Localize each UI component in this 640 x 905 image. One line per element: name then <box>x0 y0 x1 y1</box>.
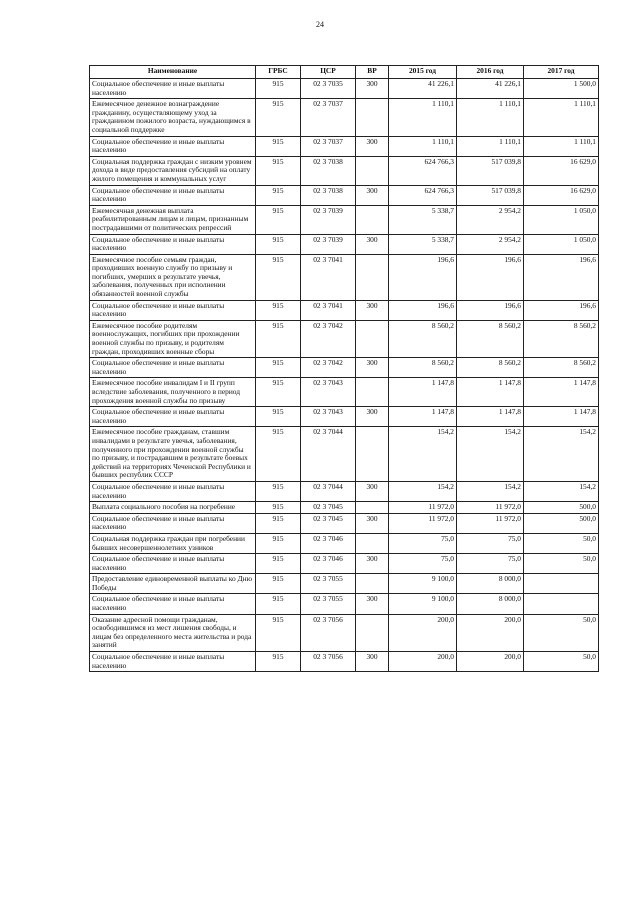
cell-grbs: 915 <box>256 502 301 514</box>
cell-vr <box>356 254 389 300</box>
cell-2016: 2 954,2 <box>457 234 524 254</box>
cell-2017: 500,0 <box>524 513 599 533</box>
table-row <box>90 378 599 407</box>
cell-2016: 11 972,0 <box>457 502 524 514</box>
cell-csr: 02 3 7055 <box>301 594 356 614</box>
cell-grbs: 915 <box>256 300 301 320</box>
cell-2015: 75,0 <box>389 554 457 574</box>
table-row <box>90 652 599 672</box>
table-row <box>90 358 599 378</box>
cell-vr: 300 <box>356 185 389 205</box>
cell-name: Социальное обеспечение и иные выплаты населению <box>90 234 256 254</box>
cell-name: Социальное обеспечение и иные выплаты населению <box>90 407 256 427</box>
cell-2017: 1 050,0 <box>524 205 599 234</box>
cell-vr: 300 <box>356 79 389 99</box>
cell-2015: 11 972,0 <box>389 502 457 514</box>
cell-vr: 300 <box>356 594 389 614</box>
cell-2015: 196,6 <box>389 300 457 320</box>
cell-2015: 200,0 <box>389 652 457 672</box>
cell-name: Оказание адресной помощи гражданам, освободившимся из мест лишения свободы, и лицам без определенного места жительства и рода занятий <box>90 614 256 651</box>
cell-name: Социальное обеспечение и иные выплаты населению <box>90 481 256 501</box>
cell-csr: 02 3 7045 <box>301 513 356 533</box>
cell-2017 <box>524 574 599 594</box>
table-row <box>90 99 599 136</box>
cell-name: Социальная поддержка граждан при погребении бывших несовершеннолетних узников <box>90 533 256 553</box>
cell-2015: 154,2 <box>389 481 457 501</box>
cell-2016: 200,0 <box>457 614 524 651</box>
cell-2015: 1 110,1 <box>389 99 457 136</box>
cell-vr <box>356 320 389 357</box>
table-row <box>90 574 599 594</box>
cell-2016: 154,2 <box>457 481 524 501</box>
cell-grbs: 915 <box>256 427 301 482</box>
cell-csr: 02 3 7035 <box>301 79 356 99</box>
cell-name: Социальное обеспечение и иные выплаты населению <box>90 513 256 533</box>
cell-2017: 1 110,1 <box>524 99 599 136</box>
cell-csr: 02 3 7041 <box>301 254 356 300</box>
table-row <box>90 136 599 156</box>
cell-csr: 02 3 7042 <box>301 358 356 378</box>
cell-csr: 02 3 7056 <box>301 652 356 672</box>
cell-2015: 8 560,2 <box>389 320 457 357</box>
cell-name: Ежемесячное денежное вознаграждение гражданину, осуществляющему уход за гражданином пожилого возраста, нуждающимся в социальной поддержке <box>90 99 256 136</box>
cell-vr: 300 <box>356 652 389 672</box>
table-row <box>90 594 599 614</box>
table-row <box>90 554 599 574</box>
cell-vr: 300 <box>356 234 389 254</box>
cell-vr: 300 <box>356 300 389 320</box>
cell-csr: 02 3 7041 <box>301 300 356 320</box>
cell-csr: 02 3 7038 <box>301 185 356 205</box>
cell-name: Социальное обеспечение и иные выплаты населению <box>90 136 256 156</box>
header-2017: 2017 год <box>524 66 599 79</box>
cell-2017: 1 147,8 <box>524 407 599 427</box>
header-2015: 2015 год <box>389 66 457 79</box>
cell-2016: 1 110,1 <box>457 99 524 136</box>
table-body <box>90 79 599 672</box>
cell-2017 <box>524 594 599 614</box>
cell-2016: 200,0 <box>457 652 524 672</box>
cell-2017: 1 050,0 <box>524 234 599 254</box>
cell-grbs: 915 <box>256 99 301 136</box>
cell-grbs: 915 <box>256 407 301 427</box>
budget-table <box>89 65 599 672</box>
cell-name: Социальное обеспечение и иные выплаты населению <box>90 652 256 672</box>
cell-vr: 300 <box>356 136 389 156</box>
cell-grbs: 915 <box>256 156 301 185</box>
cell-2017: 50,0 <box>524 533 599 553</box>
cell-csr: 02 3 7039 <box>301 205 356 234</box>
cell-2017: 50,0 <box>524 554 599 574</box>
cell-name: Социальное обеспечение и иные выплаты населению <box>90 300 256 320</box>
cell-2015: 41 226,1 <box>389 79 457 99</box>
table-row <box>90 320 599 357</box>
cell-2017: 196,6 <box>524 254 599 300</box>
cell-2015: 624 766,3 <box>389 156 457 185</box>
cell-vr <box>356 156 389 185</box>
header-grbs: ГРБС <box>256 66 301 79</box>
table-row <box>90 185 599 205</box>
cell-csr: 02 3 7037 <box>301 136 356 156</box>
cell-vr: 300 <box>356 554 389 574</box>
cell-grbs: 915 <box>256 205 301 234</box>
cell-grbs: 915 <box>256 513 301 533</box>
cell-vr <box>356 99 389 136</box>
table-row <box>90 481 599 501</box>
cell-2017: 154,2 <box>524 481 599 501</box>
cell-2017: 1 147,8 <box>524 378 599 407</box>
cell-2015: 196,6 <box>389 254 457 300</box>
cell-name: Социальное обеспечение и иные выплаты населению <box>90 594 256 614</box>
cell-2015: 75,0 <box>389 533 457 553</box>
cell-2017: 16 629,0 <box>524 185 599 205</box>
cell-2015: 1 110,1 <box>389 136 457 156</box>
cell-grbs: 915 <box>256 481 301 501</box>
cell-2016: 196,6 <box>457 254 524 300</box>
cell-2016: 8 560,2 <box>457 358 524 378</box>
cell-grbs: 915 <box>256 254 301 300</box>
cell-2015: 5 338,7 <box>389 205 457 234</box>
table-header-row <box>90 66 599 79</box>
cell-name: Ежемесячное пособие родителям военнослужащих, погибших при прохождении военной службы по призыву, и родителям граждан, проходивших военные сборы <box>90 320 256 357</box>
cell-grbs: 915 <box>256 79 301 99</box>
cell-grbs: 915 <box>256 185 301 205</box>
cell-2017: 1 500,0 <box>524 79 599 99</box>
cell-vr: 300 <box>356 407 389 427</box>
header-2016: 2016 год <box>457 66 524 79</box>
cell-name: Социальное обеспечение и иные выплаты населению <box>90 358 256 378</box>
cell-grbs: 915 <box>256 234 301 254</box>
cell-csr: 02 3 7044 <box>301 427 356 482</box>
page-number: 24 <box>316 20 324 29</box>
cell-vr: 300 <box>356 481 389 501</box>
cell-2016: 75,0 <box>457 533 524 553</box>
table-row <box>90 614 599 651</box>
cell-name: Социальное обеспечение и иные выплаты населению <box>90 185 256 205</box>
cell-2017: 500,0 <box>524 502 599 514</box>
table-row <box>90 513 599 533</box>
cell-csr: 02 3 7039 <box>301 234 356 254</box>
cell-vr <box>356 614 389 651</box>
cell-csr: 02 3 7043 <box>301 378 356 407</box>
header-csr: ЦСР <box>301 66 356 79</box>
header-vr: ВР <box>356 66 389 79</box>
cell-csr: 02 3 7038 <box>301 156 356 185</box>
cell-vr: 300 <box>356 358 389 378</box>
cell-2017: 16 629,0 <box>524 156 599 185</box>
cell-2016: 8 560,2 <box>457 320 524 357</box>
table-row <box>90 300 599 320</box>
cell-2015: 5 338,7 <box>389 234 457 254</box>
cell-csr: 02 3 7037 <box>301 99 356 136</box>
cell-grbs: 915 <box>256 594 301 614</box>
table-row <box>90 254 599 300</box>
cell-vr <box>356 378 389 407</box>
cell-grbs: 915 <box>256 358 301 378</box>
table-row <box>90 156 599 185</box>
table-row <box>90 205 599 234</box>
cell-vr <box>356 427 389 482</box>
cell-name: Социальная поддержка граждан с низким уровнем дохода в виде предоставления субсидий на оплату жилого помещения и коммунальных услуг <box>90 156 256 185</box>
cell-name: Ежемесячное пособие семьям граждан, проходивших военную службу по призыву и погибших, умерших в результате увечья, заболевания, полученных при исполнении обязанностей военной службы <box>90 254 256 300</box>
cell-2016: 154,2 <box>457 427 524 482</box>
cell-grbs: 915 <box>256 652 301 672</box>
cell-name: Ежемесячное пособие инвалидам I и II групп вследствие заболевания, полученного в период прохождения военной службы по призыву <box>90 378 256 407</box>
cell-2015: 624 766,3 <box>389 185 457 205</box>
cell-name: Выплата социального пособия на погребение <box>90 502 256 514</box>
cell-csr: 02 3 7046 <box>301 554 356 574</box>
cell-grbs: 915 <box>256 554 301 574</box>
cell-vr: 300 <box>356 513 389 533</box>
cell-csr: 02 3 7043 <box>301 407 356 427</box>
cell-vr <box>356 574 389 594</box>
cell-2015: 9 100,0 <box>389 574 457 594</box>
cell-csr: 02 3 7056 <box>301 614 356 651</box>
cell-2016: 196,6 <box>457 300 524 320</box>
cell-csr: 02 3 7044 <box>301 481 356 501</box>
cell-name: Предоставление единовременной выплаты ко Дню Победы <box>90 574 256 594</box>
cell-name: Социальное обеспечение и иные выплаты населению <box>90 79 256 99</box>
cell-2016: 11 972,0 <box>457 513 524 533</box>
cell-vr <box>356 502 389 514</box>
cell-csr: 02 3 7046 <box>301 533 356 553</box>
table-row <box>90 427 599 482</box>
table-row <box>90 407 599 427</box>
cell-2016: 2 954,2 <box>457 205 524 234</box>
cell-2016: 75,0 <box>457 554 524 574</box>
cell-grbs: 915 <box>256 320 301 357</box>
cell-2016: 41 226,1 <box>457 79 524 99</box>
cell-2016: 8 000,0 <box>457 574 524 594</box>
cell-2016: 8 000,0 <box>457 594 524 614</box>
cell-2016: 1 110,1 <box>457 136 524 156</box>
cell-grbs: 915 <box>256 378 301 407</box>
cell-name: Ежемесячное пособие гражданам, ставшим инвалидами в результате увечья, заболевания, полученного при прохождении военной службы по призыву, и пострадавшим в результате боевых действий на территориях Чеченской Республики и бывших республик СССР <box>90 427 256 482</box>
cell-2016: 1 147,8 <box>457 378 524 407</box>
cell-2016: 517 039,8 <box>457 185 524 205</box>
header-name: Наименование <box>90 66 256 79</box>
cell-csr: 02 3 7045 <box>301 502 356 514</box>
cell-csr: 02 3 7055 <box>301 574 356 594</box>
table-row <box>90 502 599 514</box>
cell-grbs: 915 <box>256 533 301 553</box>
cell-csr: 02 3 7042 <box>301 320 356 357</box>
cell-2016: 517 039,8 <box>457 156 524 185</box>
cell-vr <box>356 533 389 553</box>
cell-vr <box>356 205 389 234</box>
cell-2015: 154,2 <box>389 427 457 482</box>
cell-2016: 1 147,8 <box>457 407 524 427</box>
cell-2017: 50,0 <box>524 614 599 651</box>
cell-2017: 50,0 <box>524 652 599 672</box>
cell-2015: 9 100,0 <box>389 594 457 614</box>
cell-2015: 1 147,8 <box>389 378 457 407</box>
cell-2017: 154,2 <box>524 427 599 482</box>
cell-2015: 1 147,8 <box>389 407 457 427</box>
cell-2017: 196,6 <box>524 300 599 320</box>
cell-2015: 11 972,0 <box>389 513 457 533</box>
cell-name: Социальное обеспечение и иные выплаты населению <box>90 554 256 574</box>
cell-grbs: 915 <box>256 614 301 651</box>
cell-name: Ежемесячная денежная выплата реабилитированным лицам и лицам, признанным пострадавшими от политических репрессий <box>90 205 256 234</box>
cell-2015: 200,0 <box>389 614 457 651</box>
table-row <box>90 79 599 99</box>
cell-grbs: 915 <box>256 574 301 594</box>
cell-grbs: 915 <box>256 136 301 156</box>
table-row <box>90 533 599 553</box>
cell-2017: 8 560,2 <box>524 320 599 357</box>
cell-2015: 8 560,2 <box>389 358 457 378</box>
table-row <box>90 234 599 254</box>
cell-2017: 8 560,2 <box>524 358 599 378</box>
cell-2017: 1 110,1 <box>524 136 599 156</box>
